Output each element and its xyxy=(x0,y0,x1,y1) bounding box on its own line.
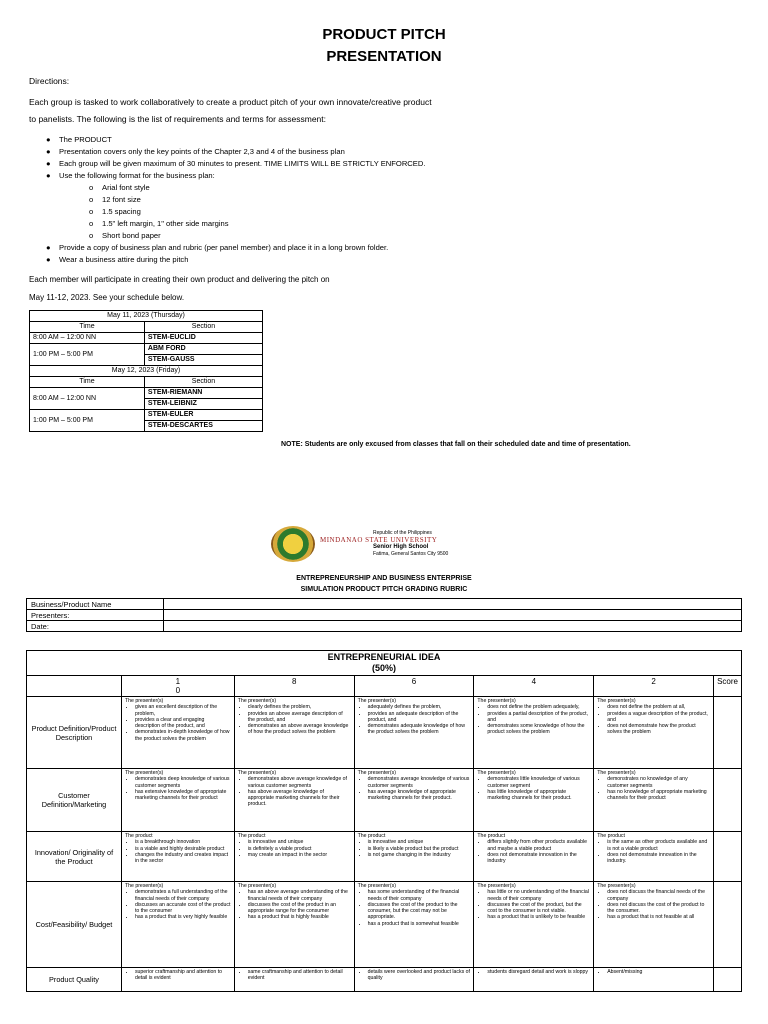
descriptor-cell xyxy=(354,769,474,832)
descriptor-item: • has a product that is somewhat feasible xyxy=(368,921,471,927)
schedule-table xyxy=(29,310,263,432)
rubric-row xyxy=(27,769,742,832)
rubric-heading-text: ENTREPRENEURIAL IDEA xyxy=(327,652,441,662)
descriptor-lead: The presenter(s) xyxy=(237,770,277,776)
section-cell: STEM-GAUSS xyxy=(144,355,262,366)
descriptor-item: • has little or no understanding of the financial needs of their company xyxy=(487,889,590,902)
descriptor-item: • students disregard detail and work is sloppy xyxy=(487,969,590,975)
time-slot: 1:00 PM – 5:00 PM xyxy=(30,410,145,432)
descriptor-item: • may create an impact in the sector xyxy=(248,852,351,858)
descriptor-item: • has a product that is very highly feasible xyxy=(135,914,231,920)
score-cell[interactable] xyxy=(714,697,742,769)
descriptor-item: • gives an excellent description of the problem, xyxy=(135,704,231,717)
section-cell: STEM-DESCARTES xyxy=(144,421,262,432)
descriptor-lead: The presenter(s) xyxy=(477,770,516,776)
descriptor-cell xyxy=(594,769,714,832)
descriptor-cell xyxy=(234,882,354,968)
rubric-weight: (50%) xyxy=(371,663,396,673)
descriptor-item: • is not game changing in the industry xyxy=(368,852,471,858)
format-item: o 12 font size xyxy=(89,195,141,204)
rubric-title-line1: ENTREPRENEURSHIP AND BUSINESS ENTERPRISE xyxy=(296,575,472,582)
descriptor-item: • does not define the problem at all, xyxy=(607,704,710,710)
descriptor-list xyxy=(238,889,351,920)
member-line2: May 11-12, 2023. See your schedule below. xyxy=(29,293,185,302)
page-title-line2: PRESENTATION xyxy=(326,48,442,65)
criterion-label: Product Definition/Product Description xyxy=(27,697,122,769)
points-header: 6 xyxy=(354,676,474,697)
section-header: Section xyxy=(144,322,262,333)
requirement-item: ● Provide a copy of business plan and rubric (per panel member) and place it in a long brown folder. xyxy=(46,243,389,252)
school-name: Senior High School xyxy=(373,544,429,550)
descriptor-item: • is a breakthrough innovation xyxy=(135,839,231,845)
descriptor-lead: The presenter(s) xyxy=(124,698,164,704)
descriptor-list xyxy=(125,704,231,742)
time-slot: 8:00 AM – 12:00 NN xyxy=(30,388,145,410)
page-title-line1: PRODUCT PITCH xyxy=(322,26,446,43)
university-name: MINDANAO STATE UNIVERSITY xyxy=(320,536,438,544)
descriptor-item: • has extensive knowledge of appropriate marketing channels for their product xyxy=(135,789,231,802)
info-value-field[interactable] xyxy=(164,599,742,610)
descriptor-list xyxy=(238,839,351,858)
descriptor-item: • does not demonstrate innovation in the industry xyxy=(487,852,590,865)
descriptor-list xyxy=(358,889,471,927)
descriptor-item: • provides an above average description of the product, and xyxy=(248,711,351,724)
descriptor-item: • has no knowledge of appropriate marketing channels for their product xyxy=(607,789,710,802)
descriptor-item: • changes the industry and creates impact in the sector xyxy=(135,852,231,865)
descriptor-item: • has average knowledge of appropriate marketing channels for their product. xyxy=(368,789,471,802)
descriptor-item: • demonstrates adequate knowledge of how the product solves the problem xyxy=(368,723,471,736)
descriptor-item: • discusses an accurate cost of the product to the consumer xyxy=(135,902,231,915)
format-item: o Short bond paper xyxy=(89,231,161,240)
info-table xyxy=(26,598,742,632)
descriptor-cell xyxy=(121,832,234,882)
info-value-field[interactable] xyxy=(164,610,742,621)
descriptor-item: • has a product that is highly feasible xyxy=(248,914,351,920)
descriptor-item: • does not discuss the financial needs of the company xyxy=(607,889,710,902)
section-cell: STEM-EULER xyxy=(144,410,262,421)
descriptor-item: • demonstrates average knowledge of various customer segments xyxy=(368,776,471,789)
descriptor-item: • does not demonstrate innovation in the industry. xyxy=(607,852,710,865)
info-value-field[interactable] xyxy=(164,621,742,632)
descriptor-item: • demonstrates above average knowledge of various customer segments xyxy=(248,776,351,789)
descriptor-item: • does not discuss the cost of the product to the consumer. xyxy=(607,902,710,915)
section-header: Section xyxy=(144,377,262,388)
descriptor-cell xyxy=(234,769,354,832)
rubric-heading xyxy=(27,651,742,676)
descriptor-list xyxy=(125,969,231,982)
criterion-label: Innovation/ Originality of the Product xyxy=(27,832,122,882)
descriptor-item: • Absent/missing xyxy=(607,969,710,975)
descriptor-list xyxy=(477,704,590,735)
time-header: Time xyxy=(30,322,145,333)
section-cell: STEM-RIEMANN xyxy=(144,388,262,399)
score-header: Score xyxy=(714,676,742,697)
descriptor-lead: The product xyxy=(357,833,386,839)
score-cell[interactable] xyxy=(714,882,742,968)
school-address: Fatima, General Santos City 9500 xyxy=(373,551,449,557)
time-header: Time xyxy=(30,377,145,388)
rubric-row xyxy=(27,968,742,992)
descriptor-item: • is likely a viable product but the product xyxy=(368,846,471,852)
descriptor-item: • same craftmanship and attention to detail evident xyxy=(248,969,351,982)
rubric-table xyxy=(26,650,742,992)
descriptor-lead: The product xyxy=(237,833,266,839)
descriptor-list xyxy=(477,839,590,864)
descriptor-list xyxy=(597,889,710,920)
descriptor-lead: The presenter(s) xyxy=(237,698,277,704)
descriptor-item: • details were overlooked and product lacks of quality xyxy=(368,969,471,982)
rubric-row xyxy=(27,832,742,882)
descriptor-item: • differs slightly from other products available and maybe a viable product xyxy=(487,839,590,852)
descriptor-cell xyxy=(234,832,354,882)
descriptor-list xyxy=(238,776,351,807)
descriptor-cell xyxy=(234,697,354,769)
descriptor-item: • demonstrates little knowledge of various customer segment xyxy=(487,776,590,789)
descriptor-lead: The presenter(s) xyxy=(124,883,164,889)
section-cell: STEM-EUCLID xyxy=(144,333,262,344)
descriptor-list xyxy=(125,839,231,864)
rubric-title-line2: SIMULATION PRODUCT PITCH GRADING RUBRIC xyxy=(300,586,468,593)
descriptor-cell xyxy=(121,882,234,968)
member-line1: Each member will participate in creating their own product and delivering the pitch on xyxy=(29,275,330,284)
descriptor-cell xyxy=(354,968,474,992)
requirement-item: ● Use the following format for the business plan: xyxy=(46,171,215,180)
descriptor-item: • has a product that is not feasible at all xyxy=(607,914,710,920)
descriptor-cell xyxy=(474,882,594,968)
info-label: Presenters: xyxy=(27,610,164,621)
descriptor-lead: The product xyxy=(477,833,506,839)
descriptor-item: • has above average knowledge of appropriate marketing channels for their product. xyxy=(248,789,351,808)
criterion-label: Cost/Feasibility/ Budget xyxy=(27,882,122,968)
descriptor-list xyxy=(477,969,590,975)
descriptor-item: • does not define the problem adequately, xyxy=(487,704,590,710)
descriptor-item: • provides a vague description of the product, and xyxy=(607,711,710,724)
blank-cell xyxy=(27,676,122,697)
requirement-item: ● Presentation covers only the key points of the Chapter 2,3 and 4 of the business plan xyxy=(46,147,345,156)
descriptor-item: • has a product that is unlikely to be feasible xyxy=(487,914,590,920)
descriptor-cell xyxy=(121,968,234,992)
descriptor-item: • superior craftmanship and attention to detail is evident xyxy=(135,969,231,982)
time-slot: 8:00 AM – 12:00 NN xyxy=(30,333,145,344)
section-cell: ABM FORD xyxy=(144,344,262,355)
note-text: NOTE: Students are only excused from classes that fall on their scheduled date and time of presentation. xyxy=(281,441,631,448)
descriptor-list xyxy=(358,776,471,801)
descriptor-lead: The presenter(s) xyxy=(357,770,396,776)
descriptor-list xyxy=(358,969,471,982)
descriptor-list xyxy=(597,969,710,975)
descriptor-list xyxy=(597,704,710,735)
descriptor-cell xyxy=(354,832,474,882)
descriptor-list xyxy=(238,969,351,982)
requirement-item: ● Wear a business attire during the pitch xyxy=(46,255,189,264)
points-row xyxy=(27,676,742,697)
descriptor-item: • has some understanding of the financial needs of their company xyxy=(368,889,471,902)
descriptor-lead: The presenter(s) xyxy=(477,698,516,704)
descriptor-cell xyxy=(354,697,474,769)
format-item: o Arial font style xyxy=(89,183,150,192)
descriptor-cell xyxy=(474,697,594,769)
descriptor-list xyxy=(238,704,351,735)
descriptor-cell xyxy=(594,832,714,882)
descriptor-cell xyxy=(474,832,594,882)
requirement-item: ● The PRODUCT xyxy=(46,135,112,144)
university-seal-logo xyxy=(271,526,315,562)
points-header: 4 xyxy=(474,676,594,697)
descriptor-cell xyxy=(594,968,714,992)
descriptor-lead: The presenter(s) xyxy=(477,883,516,889)
criterion-label: Customer Definition/Marketing xyxy=(27,769,122,832)
descriptor-cell xyxy=(474,968,594,992)
points-header: 1 0 xyxy=(121,676,234,697)
descriptor-item: • has an above average understanding of the financial needs of their company xyxy=(248,889,351,902)
intro-line2: to panelists. The following is the list of requirements and terms for assessment: xyxy=(29,114,327,124)
format-item: o 1.5 spacing xyxy=(89,207,141,216)
descriptor-lead: The product xyxy=(124,833,153,839)
descriptor-item: • is a viable and highly desirable product xyxy=(135,846,231,852)
descriptor-item: • provides an adequate description of the product, and xyxy=(368,711,471,724)
time-slot: 1:00 PM – 5:00 PM xyxy=(30,344,145,366)
descriptor-item: • has little knowledge of appropriate marketing channels for their product. xyxy=(487,789,590,802)
descriptor-list xyxy=(358,704,471,735)
descriptor-list xyxy=(477,776,590,801)
descriptor-cell xyxy=(121,769,234,832)
school-letterhead xyxy=(320,530,448,558)
descriptor-item: • discusses the cost of the product, but the cost to the consumer is not viable. xyxy=(487,902,590,915)
descriptor-list xyxy=(597,776,710,801)
descriptor-list xyxy=(125,776,231,801)
descriptor-item: • does not demonstrate how the product solves the problem xyxy=(607,723,710,736)
criterion-label: Product Quality xyxy=(27,968,122,992)
descriptor-cell xyxy=(594,882,714,968)
descriptor-cell xyxy=(594,697,714,769)
descriptor-item: • clearly defines the problem, xyxy=(248,704,351,710)
descriptor-lead: The presenter(s) xyxy=(357,698,396,704)
descriptor-item: • adequately defines the problem, xyxy=(368,704,471,710)
section-cell: STEM-LEIBNIZ xyxy=(144,399,262,410)
descriptor-lead: The presenter(s) xyxy=(597,698,636,704)
descriptor-lead: The product xyxy=(597,833,625,839)
descriptor-lead: The presenter(s) xyxy=(357,883,396,889)
descriptor-lead: The presenter(s) xyxy=(597,770,636,776)
descriptor-item: • demonstrates deep knowledge of various customer segments xyxy=(135,776,231,789)
descriptor-item: • demonstrates in-depth knowledge of how the product solves the problem xyxy=(135,729,231,742)
descriptor-item: • is the same as other products available and is not a viable product xyxy=(607,839,710,852)
republic-text: Republic of the Philippines xyxy=(373,530,432,536)
descriptor-item: • is innovative and unique xyxy=(368,839,471,845)
descriptor-cell xyxy=(234,968,354,992)
format-item: o 1.5" left margin, 1" other side margins xyxy=(89,219,229,228)
info-label: Date: xyxy=(27,621,164,632)
descriptor-cell xyxy=(121,697,234,769)
descriptor-list xyxy=(358,839,471,858)
score-cell[interactable] xyxy=(714,832,742,882)
schedule-day-header: May 11, 2023 (Thursday) xyxy=(30,311,263,322)
descriptor-list xyxy=(477,889,590,920)
descriptor-item: • discusses the cost of the product in an appropriate range for the consumer xyxy=(248,902,351,915)
descriptor-list xyxy=(597,839,710,864)
schedule-day-header: May 12, 2023 (Friday) xyxy=(30,366,263,377)
descriptor-cell xyxy=(354,882,474,968)
descriptor-item: • demonstrates no knowledge of any customer segments xyxy=(607,776,710,789)
descriptor-lead: The presenter(s) xyxy=(124,770,164,776)
requirement-item: ● Each group will be given maximum of 30 minutes to present. TIME LIMITS WILL BE STRICTLY ENFORCED. xyxy=(46,159,426,168)
rubric-row xyxy=(27,882,742,968)
descriptor-item: • demonstrates an above average knowledge of how the product solves the problem xyxy=(248,723,351,736)
descriptor-lead: The presenter(s) xyxy=(237,883,277,889)
points-header: 8 xyxy=(234,676,354,697)
descriptor-item: • demonstrates some knowledge of how the product solves the problem xyxy=(487,723,590,736)
points-header: 2 xyxy=(594,676,714,697)
descriptor-cell xyxy=(474,769,594,832)
descriptor-list xyxy=(125,889,231,920)
directions-label: Directions: xyxy=(29,76,70,86)
descriptor-item: • discusses the cost of the product to the consumer, but the cost may not be appropriate. xyxy=(368,902,471,921)
info-label: Business/Product Name xyxy=(27,599,164,610)
descriptor-item: • is definitely a viable product xyxy=(248,846,351,852)
score-cell[interactable] xyxy=(714,769,742,832)
descriptor-item: • demonstrates a full understanding of the financial needs of their company xyxy=(135,889,231,902)
rubric-row xyxy=(27,697,742,769)
descriptor-item: • provides a clear and engaging description of the product, and xyxy=(135,717,231,730)
score-cell[interactable] xyxy=(714,968,742,992)
intro-line1: Each group is tasked to work collaboratively to create a product pitch of your own innovate/creative product xyxy=(29,97,432,107)
descriptor-item: • provides a partial description of the product, and xyxy=(487,711,590,724)
descriptor-item: • is innovative and unique xyxy=(248,839,351,845)
descriptor-lead: The presenter(s) xyxy=(597,883,636,889)
